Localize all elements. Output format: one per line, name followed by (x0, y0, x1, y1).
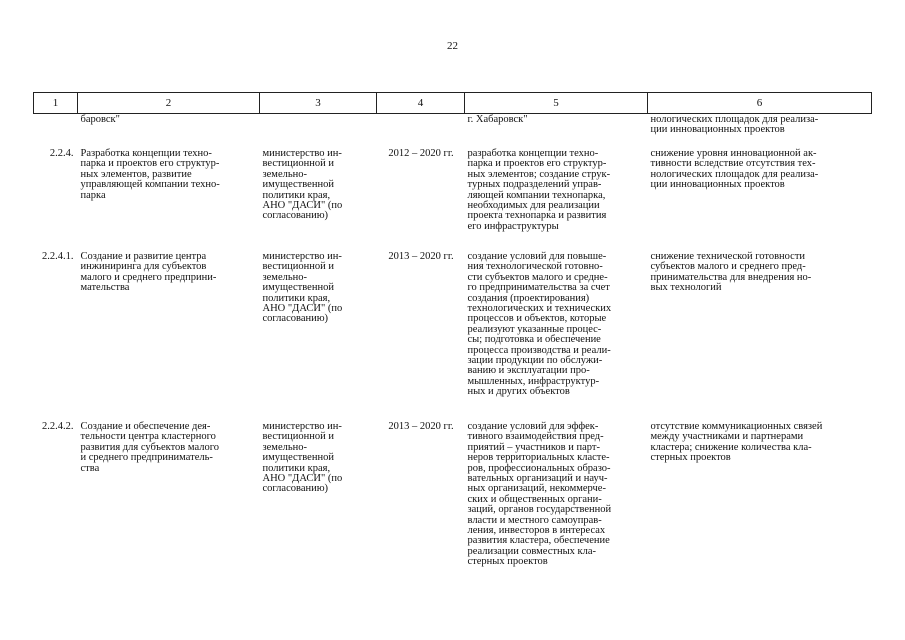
row-period: 2013 – 2020 гг. (388, 421, 454, 432)
page-number: 22 (447, 40, 458, 52)
program-table (33, 92, 872, 572)
table-row (34, 252, 872, 422)
row-risk: снижение технической готовности субъектов малого и среднего пред- принимательства для внедрения но- вых технологий (650, 251, 812, 294)
row-number (34, 114, 78, 150)
header-col-4: 4 (377, 93, 465, 114)
row-result: г. Хабаровск" (467, 114, 528, 125)
row-result: создание условий для эффек- тивного взаимодействия пред- приятий – участников и парт- неров территориальных класте- ров, профессиональных образо- вательных организаций и науч- ных организаций, некоммерче- ских и общественных органи- заций, органов государственной власти и местного самоуправ- ления, инвесторов в интересах развития кластера, обеспечение реализации совместных кла- стерных проектов (467, 421, 612, 568)
row-risk: нологических площадок для реализа- ции инновационных проектов (650, 114, 819, 136)
row-result: создание условий для повыше- ния технологической готовно- сти субъектов малого и средне- го предпринимательства за счет создания (проектирования) технологических и технических процессов и объектов, которые реализуют указанные процес- сы; подготовка и обеспечение процесса производства и реали- зации продукции по обслужи- ванию и эксплуатации про- мышленных, инфраструктур- ных и других объектов (467, 251, 612, 398)
table-row (34, 422, 872, 572)
row-executor (260, 114, 377, 150)
row-name: Создание и обеспечение дея- тельности центра кластерного развития для субъектов малого и среднего предприниматель- ства (80, 421, 219, 474)
row-number: 2.2.4. (49, 148, 74, 159)
header-col-5: 5 (465, 93, 648, 114)
row-risk: отсутствие коммуникационных связей между участниками и партнерами кластера; снижение количества кла- стерных проектов (650, 421, 823, 464)
row-risk: снижение уровня инновационной ак- тивности вследствие отсутствия тех- нологических площадок для реализа- ции инновационных проектов (650, 148, 819, 191)
row-name: баровск" (80, 114, 120, 125)
row-executor: министерство ин- вестиционной и земельно- имущественной политики края, АНО "ДАСИ" (по согласованию) (262, 148, 343, 222)
row-period: 2012 – 2020 гг. (388, 148, 454, 159)
row-number: 2.2.4.2. (42, 421, 74, 432)
row-number: 2.2.4.1. (42, 251, 74, 262)
header-col-1: 1 (34, 93, 78, 114)
row-result: разработка концепции техно- парка и проектов его структур- ных элементов; создание струк- турных подразделений управ- ляющей компании технопарка, необходимых для реализации проекта технопарка и развития его инфраструктуры (467, 148, 611, 232)
header-col-2: 2 (78, 93, 260, 114)
header-row (34, 93, 872, 114)
header-col-6: 6 (648, 93, 872, 114)
row-executor: министерство ин- вестиционной и земельно- имущественной политики края, АНО "ДАСИ" (по согласованию) (262, 421, 343, 495)
header-col-3: 3 (260, 93, 377, 114)
table-row (34, 114, 872, 150)
row-name: Создание и развитие центра инжиниринга для субъектов малого и среднего предприни- мательства (80, 251, 217, 294)
table-row (34, 149, 872, 252)
row-period (377, 114, 465, 150)
row-executor: министерство ин- вестиционной и земельно- имущественной политики края, АНО "ДАСИ" (по согласованию) (262, 251, 343, 325)
row-period: 2013 – 2020 гг. (388, 251, 454, 262)
row-name: Разработка концепции техно- парка и проектов его структур- ных элементов, развитие управляющей компании техно- парка (80, 148, 220, 201)
